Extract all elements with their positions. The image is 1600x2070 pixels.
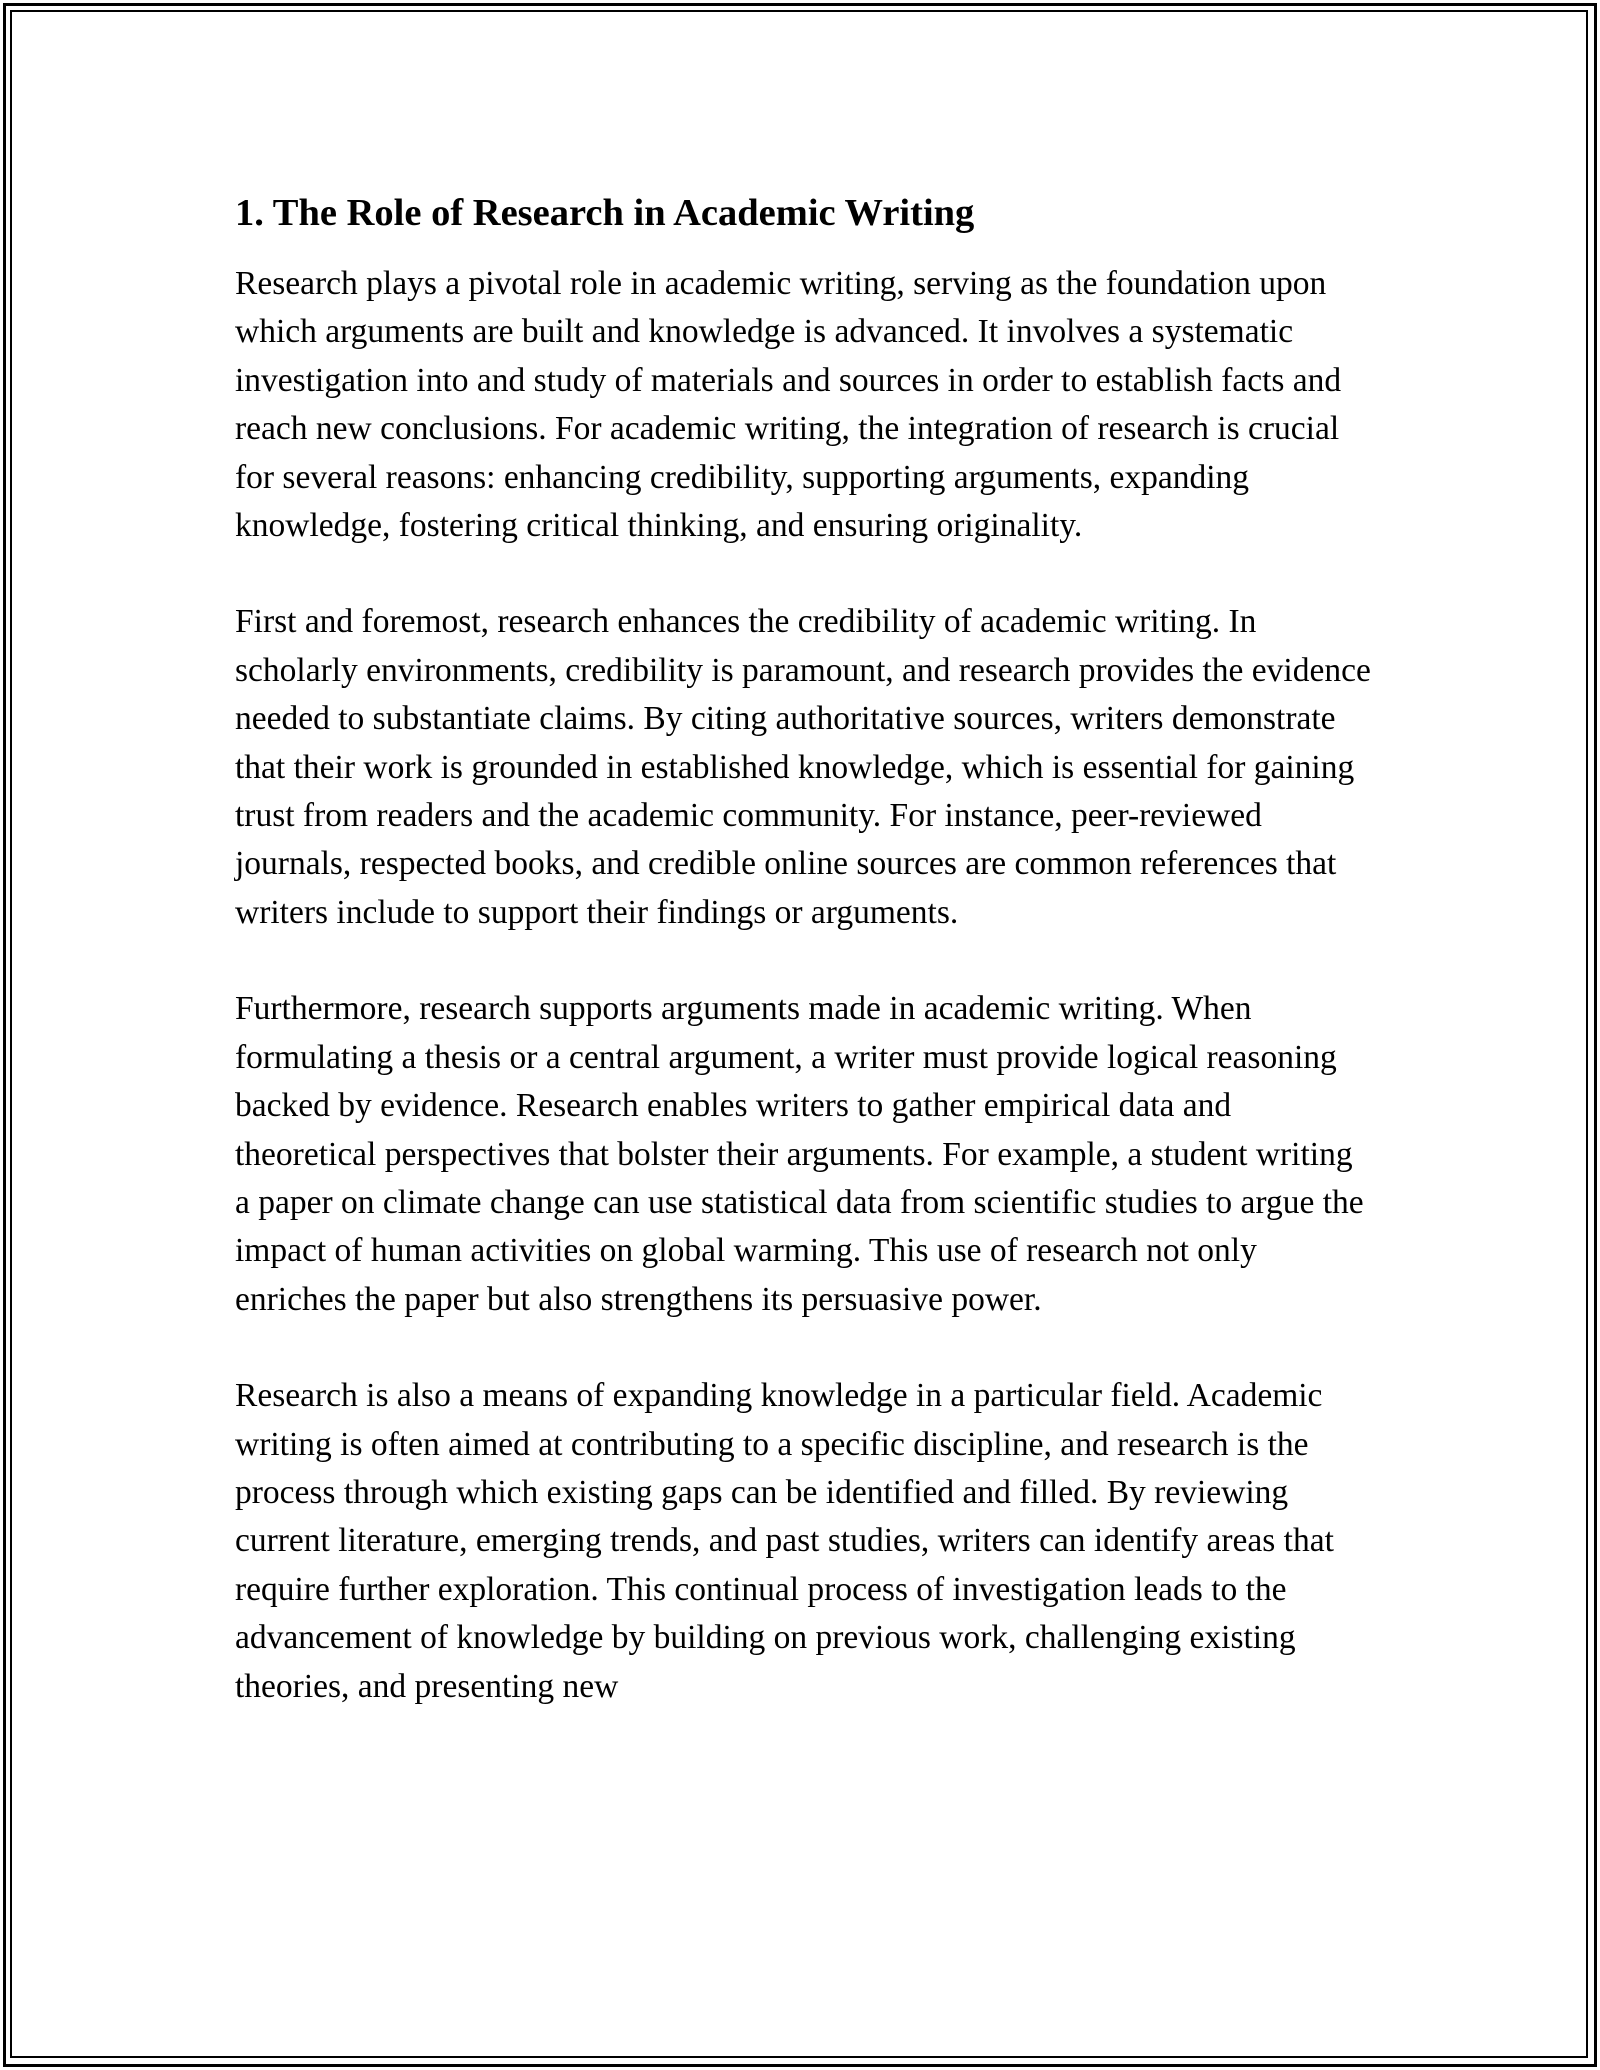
section-title: 1. The Role of Research in Academic Writing (235, 192, 975, 234)
paragraph-knowledge: Research is also a means of expanding knowledge in a particular field. Academic writing is often aimed at contributing to a specific discipline, and research is the process through which existing gaps can be identified and filled. By reviewing current literature, emerging trends, and past studies, writers can identify areas that require further exploration. This continual process of investigation leads to the advancement of knowledge by building on previous work, challenging existing theories, and presenting new (235, 1377, 1334, 1705)
paragraph-intro: Research plays a pivotal role in academic writing, serving as the foundation upon which arguments are built and knowledge is advanced. It involves a systematic investigation into and study of materials and sources in order to establish facts and reach new conclusions. For academic writing, the integration of research is crucial for several reasons: enhancing credibility, supporting arguments, expanding knowledge, fostering critical thinking, and ensuring originality. (235, 265, 1342, 545)
document-body (235, 188, 1375, 1759)
paragraph-arguments: Furthermore, research supports arguments made in academic writing. When formulating a thesis or a central argument, a writer must provide logical reasoning backed by evidence. Research enables writers to gather empirical data and theoretical perspectives that bolster their arguments. For example, a student writing a paper on climate change can use statistical data from scientific studies to argue the impact of human activities on global warming. This use of research not only enriches the paper but also strengthens its persuasive power. (235, 990, 1364, 1318)
paragraph-credibility: First and foremost, research enhances the credibility of academic writing. In scholarly environments, credibility is paramount, and research provides the evidence needed to substantiate claims. By citing authoritative sources, writers demonstrate that their work is grounded in established knowledge, which is essential for gaining trust from readers and the academic community. For instance, peer-reviewed journals, respected books, and credible online sources are common references that writers include to support their findings or arguments. (235, 603, 1371, 931)
